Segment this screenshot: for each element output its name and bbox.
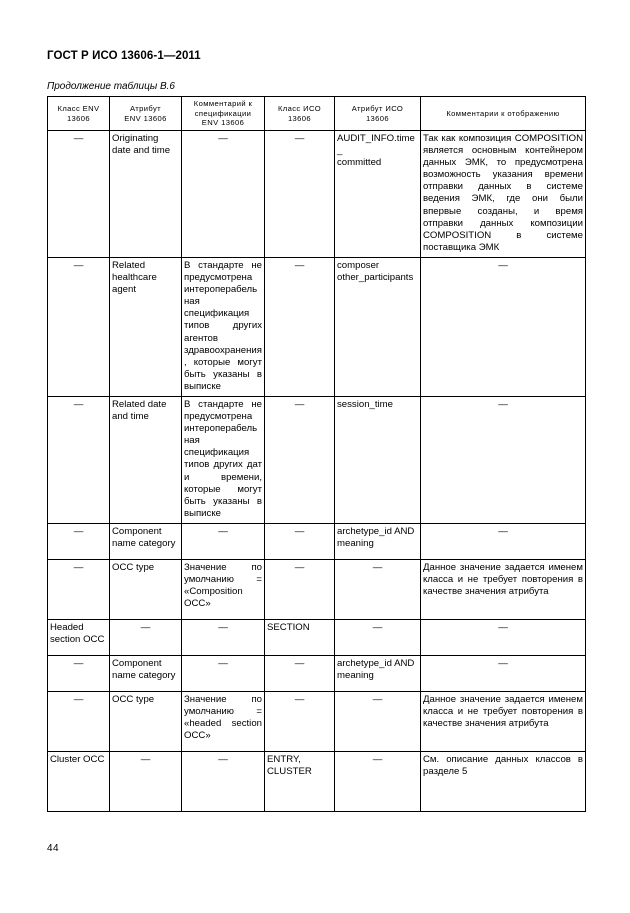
cell-env-class: — [48,523,110,559]
cell-iso-attribute: — [335,691,421,751]
cell-mapping-comment: — [421,523,586,559]
cell-iso-class: — [265,691,335,751]
table-row [48,655,586,691]
cell-mapping-comment: См. описание данных классов в разделе 5 [421,751,586,811]
cell-env-attribute: Related healthcare agent [110,257,182,396]
cell-iso-class: — [265,257,335,396]
cell-iso-class: — [265,131,335,258]
cell-iso-class: — [265,559,335,619]
cell-env-class: — [48,559,110,619]
page-number: 44 [47,843,60,854]
cell-env-comment: — [182,131,265,258]
cell-mapping-comment: — [421,396,586,523]
cell-mapping-comment: Данное значение задается именем класса и не требует повторения в качестве значения атрибута [421,691,586,751]
cell-iso-class: — [265,523,335,559]
cell-mapping-comment: — [421,619,586,655]
cell-env-attribute: Originating date and time [110,131,182,258]
table-row [48,131,586,258]
cell-env-attribute: OCC type [110,691,182,751]
column-header-iso-attribute: Атрибут ИСО 13606 [335,97,421,131]
cell-env-class: — [48,257,110,396]
cell-env-comment: — [182,655,265,691]
column-header-iso-class: Класс ИСО 13606 [265,97,335,131]
cell-env-class: — [48,396,110,523]
cell-mapping-comment: — [421,257,586,396]
table-row [48,559,586,619]
table-row [48,691,586,751]
column-header-env-attribute: Атрибут ENV 13606 [110,97,182,131]
cell-env-attribute: Component name category [110,523,182,559]
table-row [48,523,586,559]
cell-iso-attribute: — [335,559,421,619]
cell-mapping-comment: Данное значение задается именем класса и не требует повторения в качестве значения атрибута [421,559,586,619]
cell-env-attribute: OCC type [110,559,182,619]
cell-iso-attribute: session_time [335,396,421,523]
cell-iso-attribute: — [335,751,421,811]
cell-env-attribute: — [110,751,182,811]
table-row [48,751,586,811]
column-header-env-class: Класс ENV 13606 [48,97,110,131]
cell-iso-attribute: composer other_participants [335,257,421,396]
cell-env-class: — [48,131,110,258]
cell-env-class: — [48,691,110,751]
cell-mapping-comment: Так как композиция COMPOSITION является основным контейнером данных ЭМК, то предусмотрена возможность указания времени отправки данных в системе ведения ЭМК, где они были впервые созданы, и время отправки данных композиции COMPOSITION в системе поставщика ЭМК [421,131,586,258]
cell-env-comment: В стандарте не предусмотрена интероперабельная спецификация типов других агентов здравоохранения, которые могут быть указаны в выписке [182,257,265,396]
cell-iso-attribute: AUDIT_INFO.time_ committed [335,131,421,258]
cell-env-comment: Значение по умолчанию = «headed section OCC» [182,691,265,751]
table-row [48,396,586,523]
cell-iso-attribute: — [335,619,421,655]
cell-env-class: — [48,655,110,691]
table-caption: Продолжение таблицы В.6 [47,81,175,92]
cell-env-comment: — [182,751,265,811]
document-header: ГОСТ Р ИСО 13606-1—2011 [47,50,201,62]
cell-env-attribute: Component name category [110,655,182,691]
cell-iso-class: — [265,655,335,691]
cell-env-class: Headed section OCC [48,619,110,655]
cell-env-comment: В стандарте не предусмотрена интероперабельная спецификация типов других дат и времени, которые могут быть указаны в выписке [182,396,265,523]
cell-mapping-comment: — [421,655,586,691]
cell-env-class: Cluster OCC [48,751,110,811]
table-row [48,619,586,655]
column-header-mapping-comment: Комментарии к отображению [421,97,586,131]
cell-env-attribute: — [110,619,182,655]
cell-iso-class: — [265,396,335,523]
cell-iso-class: SECTION [265,619,335,655]
cell-iso-attribute: archetype_id AND meaning [335,523,421,559]
cell-iso-class: ENTRY, CLUSTER [265,751,335,811]
table-row [48,257,586,396]
mapping-table [47,96,586,812]
table-header-row [48,97,586,131]
cell-env-comment: — [182,619,265,655]
cell-env-comment: — [182,523,265,559]
cell-env-attribute: Related date and time [110,396,182,523]
column-header-env-comment: Комментарий к спецификации ENV 13606 [182,97,265,131]
cell-iso-attribute: archetype_id AND meaning [335,655,421,691]
cell-env-comment: Значение по умолчанию = «Composition OCC» [182,559,265,619]
